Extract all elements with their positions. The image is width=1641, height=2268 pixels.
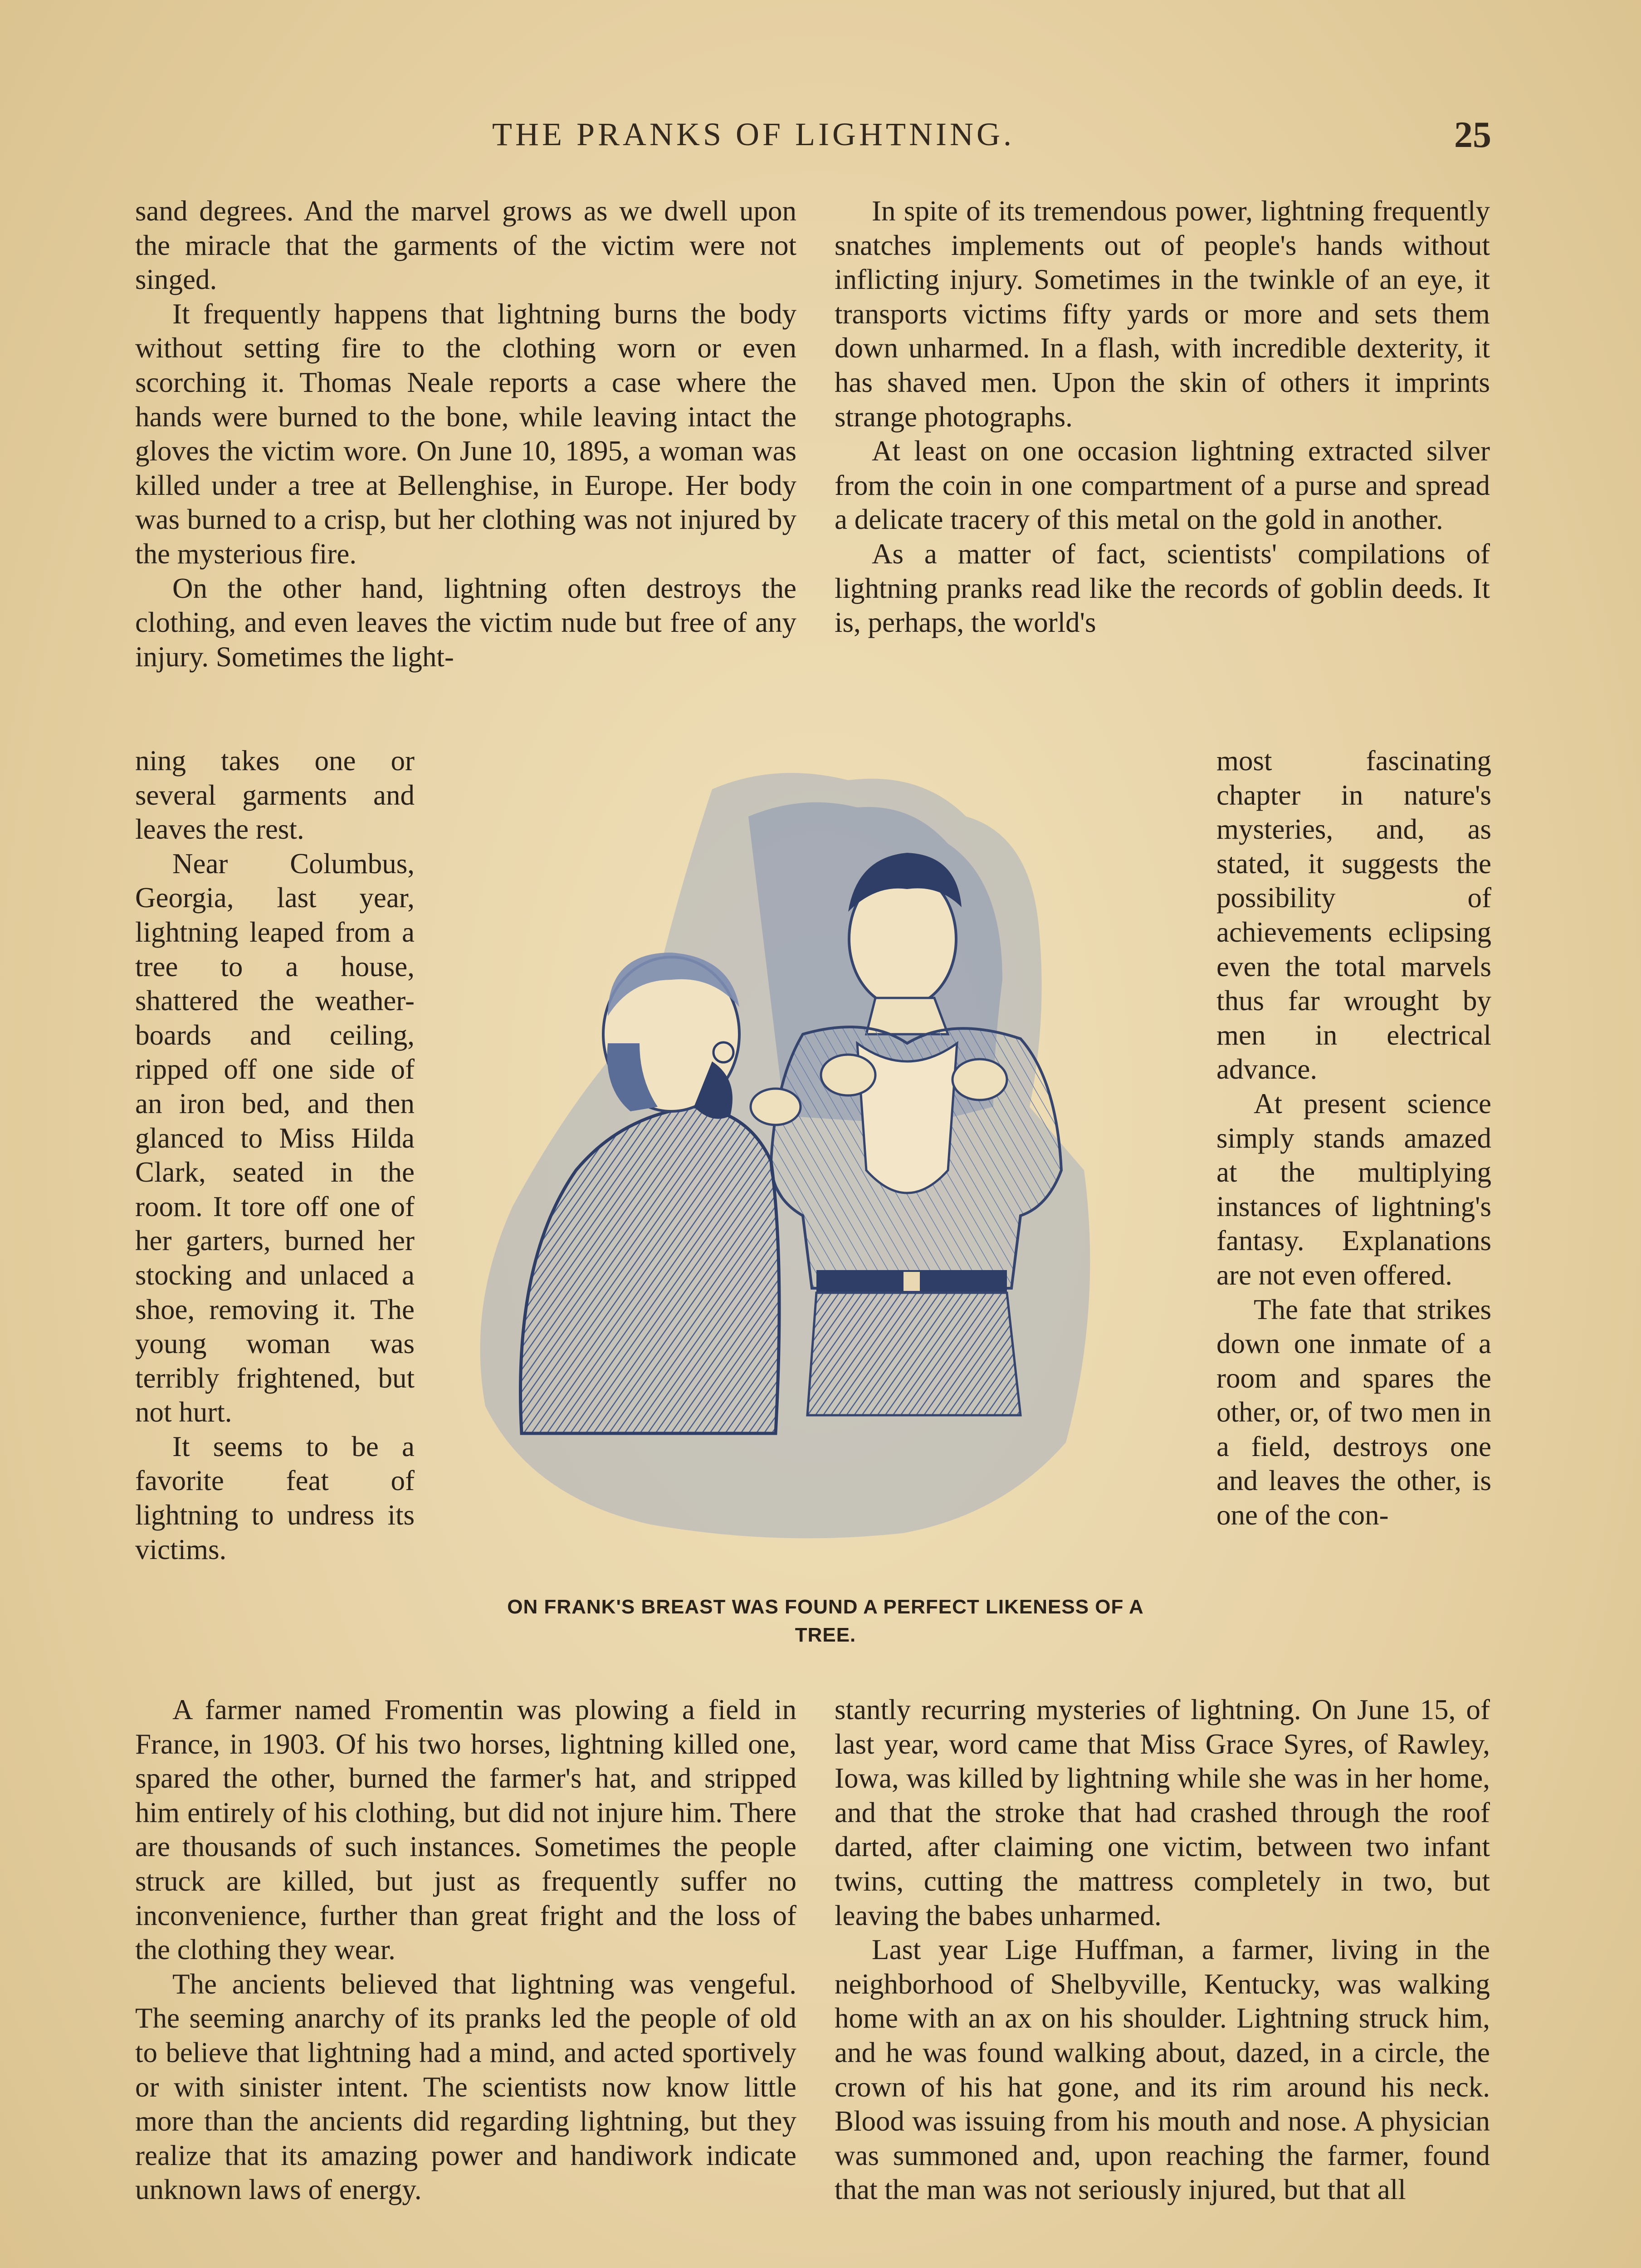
paragraph: sand degrees. And the marvel grows as we dwell upon the miracle that the garments of the victim were not singed. <box>135 195 796 296</box>
paragraph: Last year Lige Huffman, a farmer, living in the neighborhood of Shelbyville, Kentucky, was walking home with an ax on his shoulder. Lightning struck him, and he was found walking about, dazed, in a circle, the crown of his hat gone, and its rim around his neck. Blood was issuing from his mouth and nose. A physician was summoned and, upon reaching the farmer, found that the man was not seriously injured, but that all <box>835 1934 1490 2206</box>
col1-narrow <box>135 744 415 1567</box>
paragraph: As a matter of fact, scientists' compilations of lightning pranks read like the records of goblin deeds. It is, perhaps, the world's <box>835 538 1490 639</box>
col2-top <box>835 194 1490 640</box>
paragraph: A farmer named Fromentin was plowing a field in France, in 1903. Of his two horses, lightning killed one, spared the other, burned the farmer's hat, and stripped him entirely of his clothing, but did not injure him. There are thousands of such instances. Sometimes the people struck are killed, but just as frequently suffer no inconvenience, further than great fright and the loss of the clothing they wear. <box>135 1694 796 1966</box>
illustration <box>458 762 1175 1551</box>
doctor-examining-man-drawing <box>458 762 1175 1551</box>
paragraph: ning takes one or several garments and leaves the rest. <box>135 745 415 846</box>
paragraph: It frequently happens that lightning burns the body without setting fire to the clothing worn or even scorching it. Thomas Neale reports a case where the hands were burned to the bone, while leaving intact the gloves the victim wore. On June 10, 1895, a woman was killed under a tree at Bellenghise, in Europe. Her body was burned to a crisp, but her clothing was not injured by the mysterious fire. <box>135 298 796 570</box>
paragraph: Near Columbus, Georgia, last year, lightning leaped from a tree to a house, shattered the weather-boards and ceiling, ripped off one side of an iron bed, and then glanced to Miss Hilda Clark, seated in the room. It tore off one of her garters, burned her stocking and unlaced a shoe, removing it. The young woman was terribly frightened, but not hurt. <box>135 847 415 1428</box>
paragraph: At least on one occasion lightning extracted silver from the coin in one compartment of a purse and spread a delicate tracery of this metal on the gold in another. <box>835 435 1490 536</box>
figure-caption: ON FRANK'S BREAST WAS FOUND A PERFECT LIKENESS OF A TREE. <box>507 1596 1144 1646</box>
paragraph: At present science simply stands amazed at the multiplying instances of lightning's fantasy. Explanations are not even offered. <box>1216 1087 1491 1291</box>
paragraph: The ancients believed that lightning was vengeful. The seeming anarchy of its pranks led the people of old to believe that lightning had a mind, and acted sportively or with sinister intent. The scientists now know little more than the ancients did regarding lightning, but they realize that its amazing power and handiwork indicate unknown laws of energy. <box>135 1968 796 2206</box>
paragraph: It seems to be a favorite feat of lightning to undress its victims. <box>135 1430 415 1565</box>
paragraph: In spite of its tremendous power, lightning frequently snatches implements out of people's hands without inflicting injury. Sometimes in the twinkle of an eye, it transports victims fifty yards or more and sets them down unharmed. In a flash, with incredible dexterity, it has shaved men. Upon the skin of others it imprints strange photographs. <box>835 195 1490 433</box>
running-head: THE PRANKS OF LIGHTNING. <box>492 116 1015 152</box>
col1-bottom <box>135 1693 796 2207</box>
paragraph: stantly recurring mysteries of lightning. On June 15, of last year, word came that Miss Grace Syres, of Rawley, Iowa, was killed by lightning while she was in her home, and that the stroke that had crashed through the roof darted, after claiming one victim, between two infant twins, cutting the mattress completely in two, but leaving the babes unharmed. <box>835 1694 1490 1931</box>
paragraph: The fate that strikes down one inmate of a room and spares the other, or, of two men in a field, destroys one and leaves the other, is one of the con- <box>1216 1293 1491 1531</box>
page-number: 25 <box>1454 114 1491 155</box>
col1-top <box>135 194 796 674</box>
col2-narrow <box>1216 744 1491 1533</box>
paragraph: most fascinating chapter in nature's mysteries, and, as stated, it suggests the possibility of achievements eclipsing even the total marvels thus far wrought by men in electrical advance. <box>1216 745 1491 1085</box>
col2-bottom <box>835 1693 1490 2207</box>
paragraph: On the other hand, lightning often destroys the clothing, and even leaves the victim nude but free of any injury. Sometimes the light- <box>135 572 796 673</box>
